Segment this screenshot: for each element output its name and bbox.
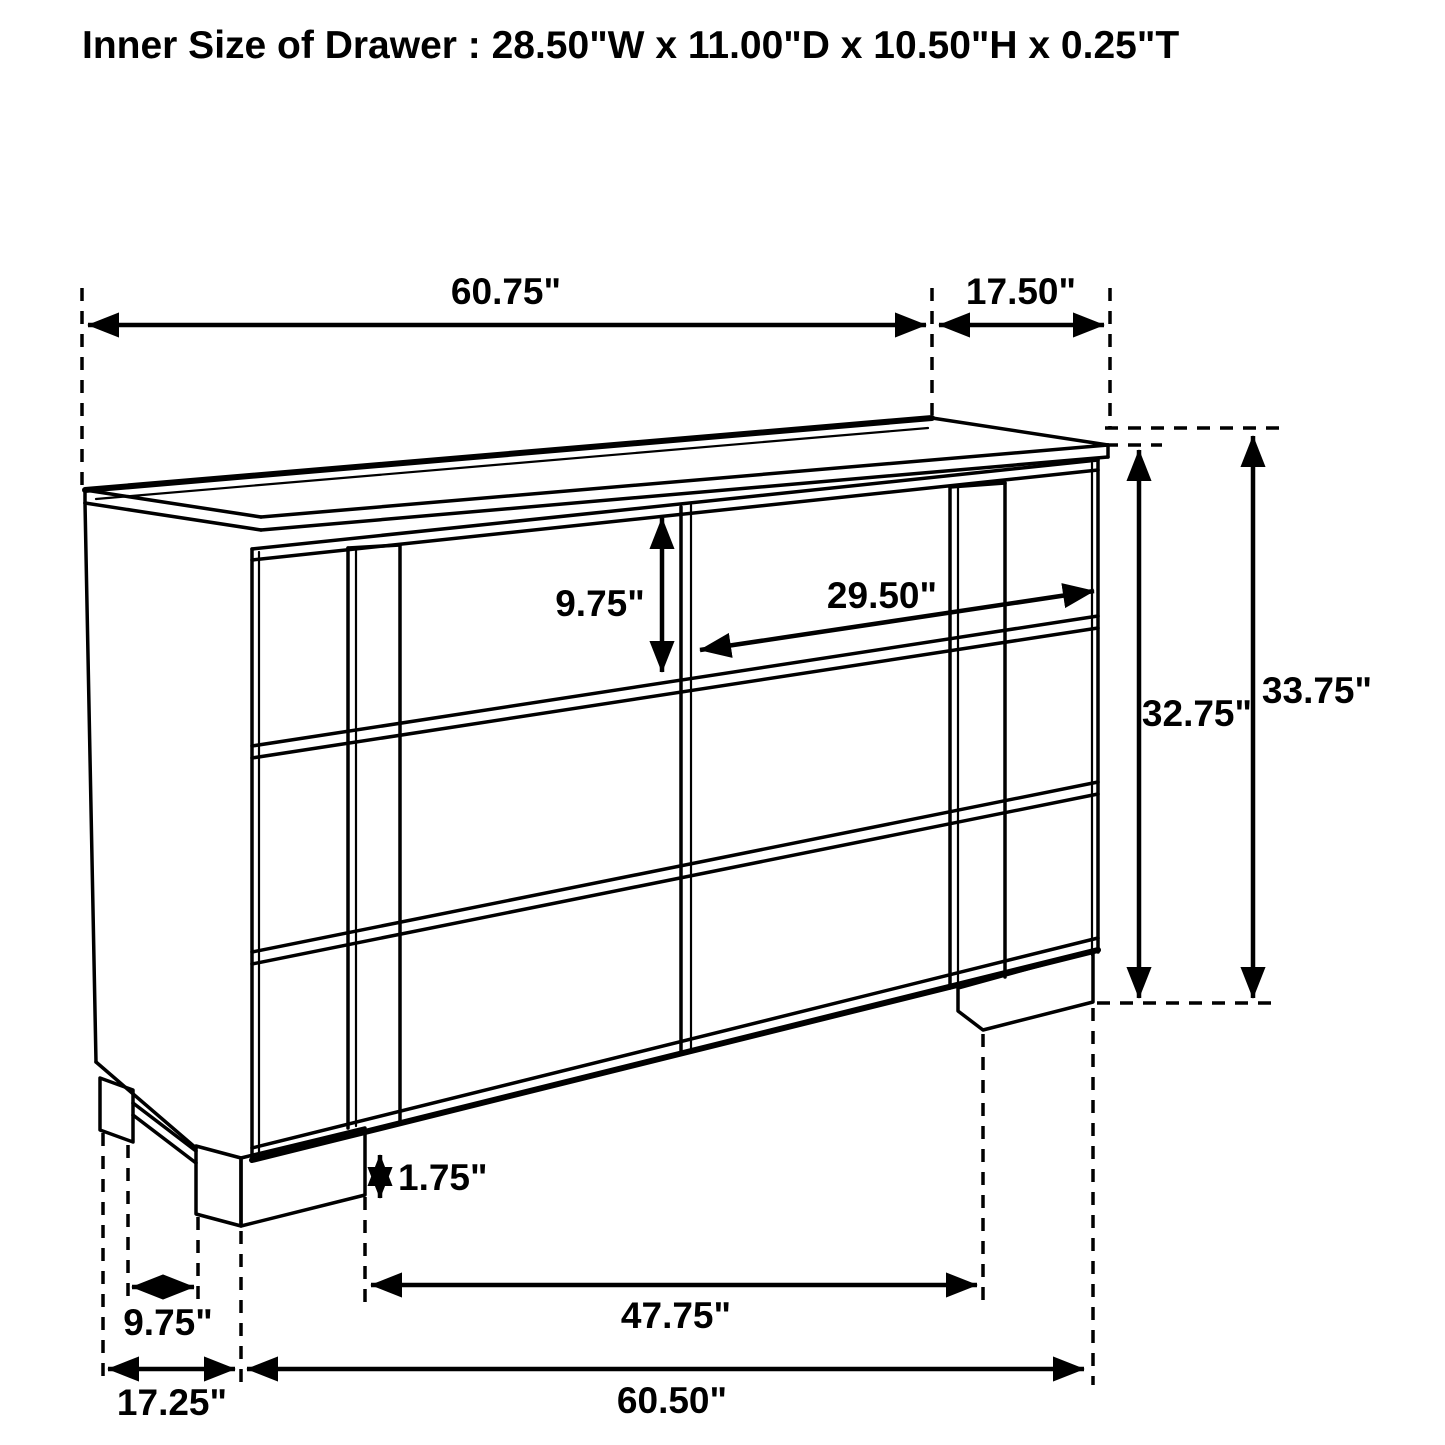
- carcass-bottom-edge: [252, 950, 1098, 1160]
- base-height-label: 1.75": [398, 1157, 488, 1198]
- leg-gap-depth-label: 9.75": [123, 1302, 213, 1343]
- back-left-foot: [100, 1078, 133, 1142]
- drawer-width-label: 29.50": [826, 575, 938, 616]
- top-depth-label: 17.50": [965, 271, 1077, 312]
- overall-height-label: 33.75": [1261, 670, 1373, 711]
- drawer-opening-height-label: 9.75": [555, 583, 645, 624]
- base-depth-label: 17.25": [116, 1382, 228, 1423]
- base-width-label: 60.50": [616, 1380, 728, 1421]
- top-back-edge: [85, 418, 932, 490]
- carcass-height-label: 32.75": [1141, 693, 1253, 734]
- page-title: Inner Size of Drawer : 28.50"W x 11.00"D x 10.50"H x 0.25"T: [82, 24, 1180, 67]
- top-width-label: 60.75": [450, 271, 562, 312]
- left-stretcher-rail: [133, 1103, 196, 1163]
- leg-span-label: 47.75": [620, 1295, 732, 1336]
- dresser-line-art: [85, 418, 1108, 1226]
- front-pillar-right: [950, 483, 1005, 988]
- front-pillar-left: [348, 545, 400, 1128]
- front-right-leg: [958, 951, 1093, 1030]
